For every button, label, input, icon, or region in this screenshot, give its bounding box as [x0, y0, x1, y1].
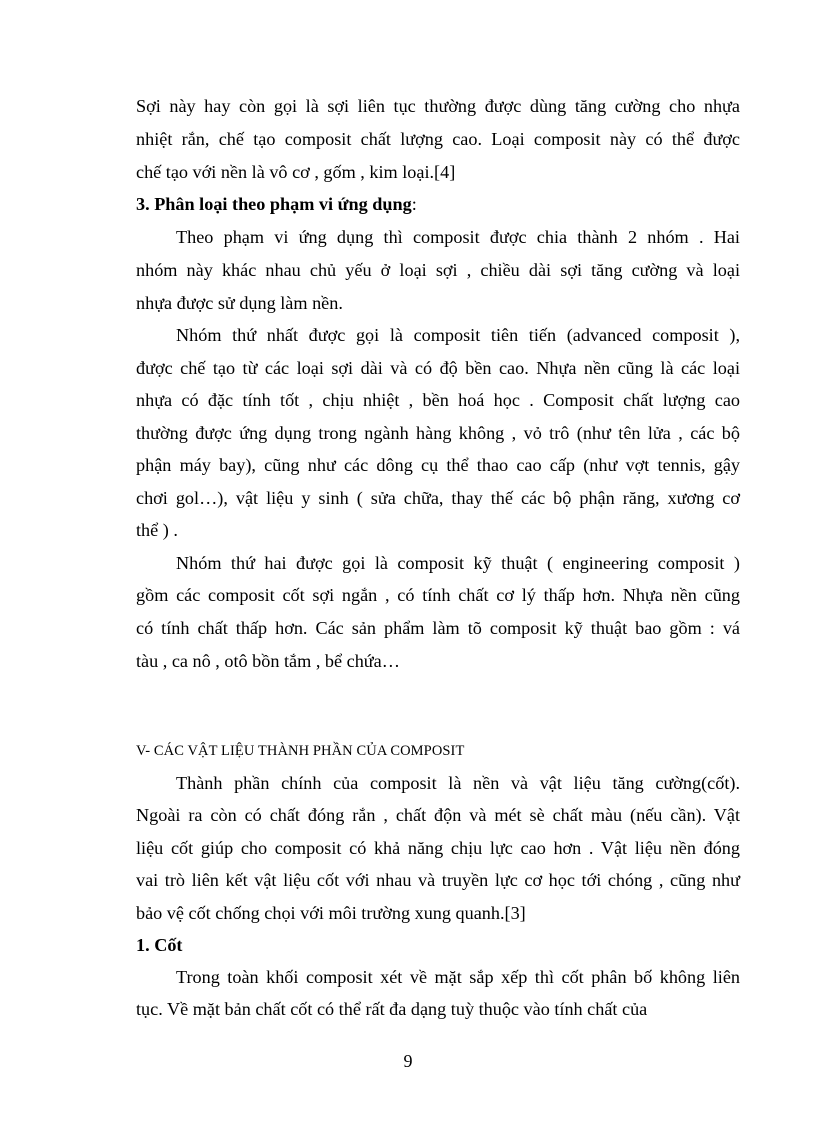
paragraph-line: tàu , ca nô , otô bồn tắm , bể chứa… [136, 651, 400, 671]
subheading: 1. Cốt [136, 935, 183, 955]
page-number: 9 [403, 1051, 413, 1071]
paragraph-line: nhóm này khác nhau chủ yếu ở loại sợi , chiều dài sợi tăng cường và loại [136, 260, 740, 280]
paragraph-line: bảo vệ cốt chống chọi với môi trường xung quanh.[3] [136, 903, 526, 923]
paragraph-line: Thành phần chính của composit là nền và vật liệu tăng cường(cốt). [176, 773, 740, 793]
paragraph-line: gồm các composit cốt sợi ngắn , có tính chất cơ lý thấp hơn. Nhựa nền cũng [136, 585, 740, 605]
paragraph-line: chế tạo với nền là vô cơ , gốm , kim loại.[4] [136, 162, 456, 182]
heading-3-text: 3. Phân loại theo phạm vi ứng dụng [136, 194, 412, 214]
paragraph-line: nhựa được sử dụng làm nền. [136, 293, 343, 313]
paragraph-line: chơi gol…), vật liệu y sinh ( sửa chữa, thay thế các bộ phận răng, xương cơ [136, 488, 740, 508]
paragraph-line: tục. Về mặt bản chất cốt có thể rất đa dạng tuỳ thuộc vào tính chất của [136, 999, 648, 1019]
paragraph-line: phận máy bay), cũng như các dông cụ thể thao cao cấp (như vợt tennis, gậy [136, 455, 740, 475]
heading-3 [136, 191, 740, 217]
paragraph-line: Nhóm thứ nhất được gọi là composit tiên tiến (advanced composit ), [176, 325, 740, 345]
paragraph-line: nhiệt rắn, chế tạo composit chất lượng cao. Loại composit này có thể được [136, 129, 740, 149]
paragraph-line: Nhóm thứ hai được gọi là composit kỹ thuật ( engineering composit ) [176, 553, 740, 573]
paragraph-line: liệu cốt giúp cho composit có khả năng chịu lực cao hơn . Vật liệu nền đóng [136, 838, 740, 858]
paragraph-line: nhựa có đặc tính tốt , chịu nhiệt , bền hoá học . Composit chất lượng cao [136, 390, 740, 410]
paragraph-line: thể ) . [136, 520, 178, 540]
heading-3-colon: : [411, 194, 417, 214]
paragraph-line: Ngoài ra còn có chất đóng rắn , chất độn và mét sè chất màu (nếu cần). Vật [136, 805, 740, 825]
paragraph-line: Theo phạm vi ứng dụng thì composit được chia thành 2 nhóm . Hai [176, 227, 740, 247]
paragraph-line: thường được ứng dụng trong ngành hàng không , vỏ trô (như tên lửa , các bộ [136, 423, 740, 443]
paragraph-line: được chế tạo từ các loại sợi dài và có độ bền cao. Nhựa nền cũng là các loại [136, 358, 740, 378]
paragraph-line: Trong toàn khối composit xét về mặt sắp xếp thì cốt phân bố không liên [176, 967, 740, 987]
paragraph-line: vai trò liên kết vật liệu cốt với nhau và truyền lực cơ học tới chóng , cũng như [136, 870, 740, 890]
paragraph-line: Sợi này hay còn gọi là sợi liên tục thường được dùng tăng cường cho nhựa [136, 96, 740, 116]
section-heading: V- CÁC VẬT LIỆU THÀNH PHẦN CỦA COMPOSIT [136, 743, 465, 759]
paragraph-line: có tính chất thấp hơn. Các sản phẩm làm tõ composit kỹ thuật bao gồm : vá [136, 618, 740, 638]
